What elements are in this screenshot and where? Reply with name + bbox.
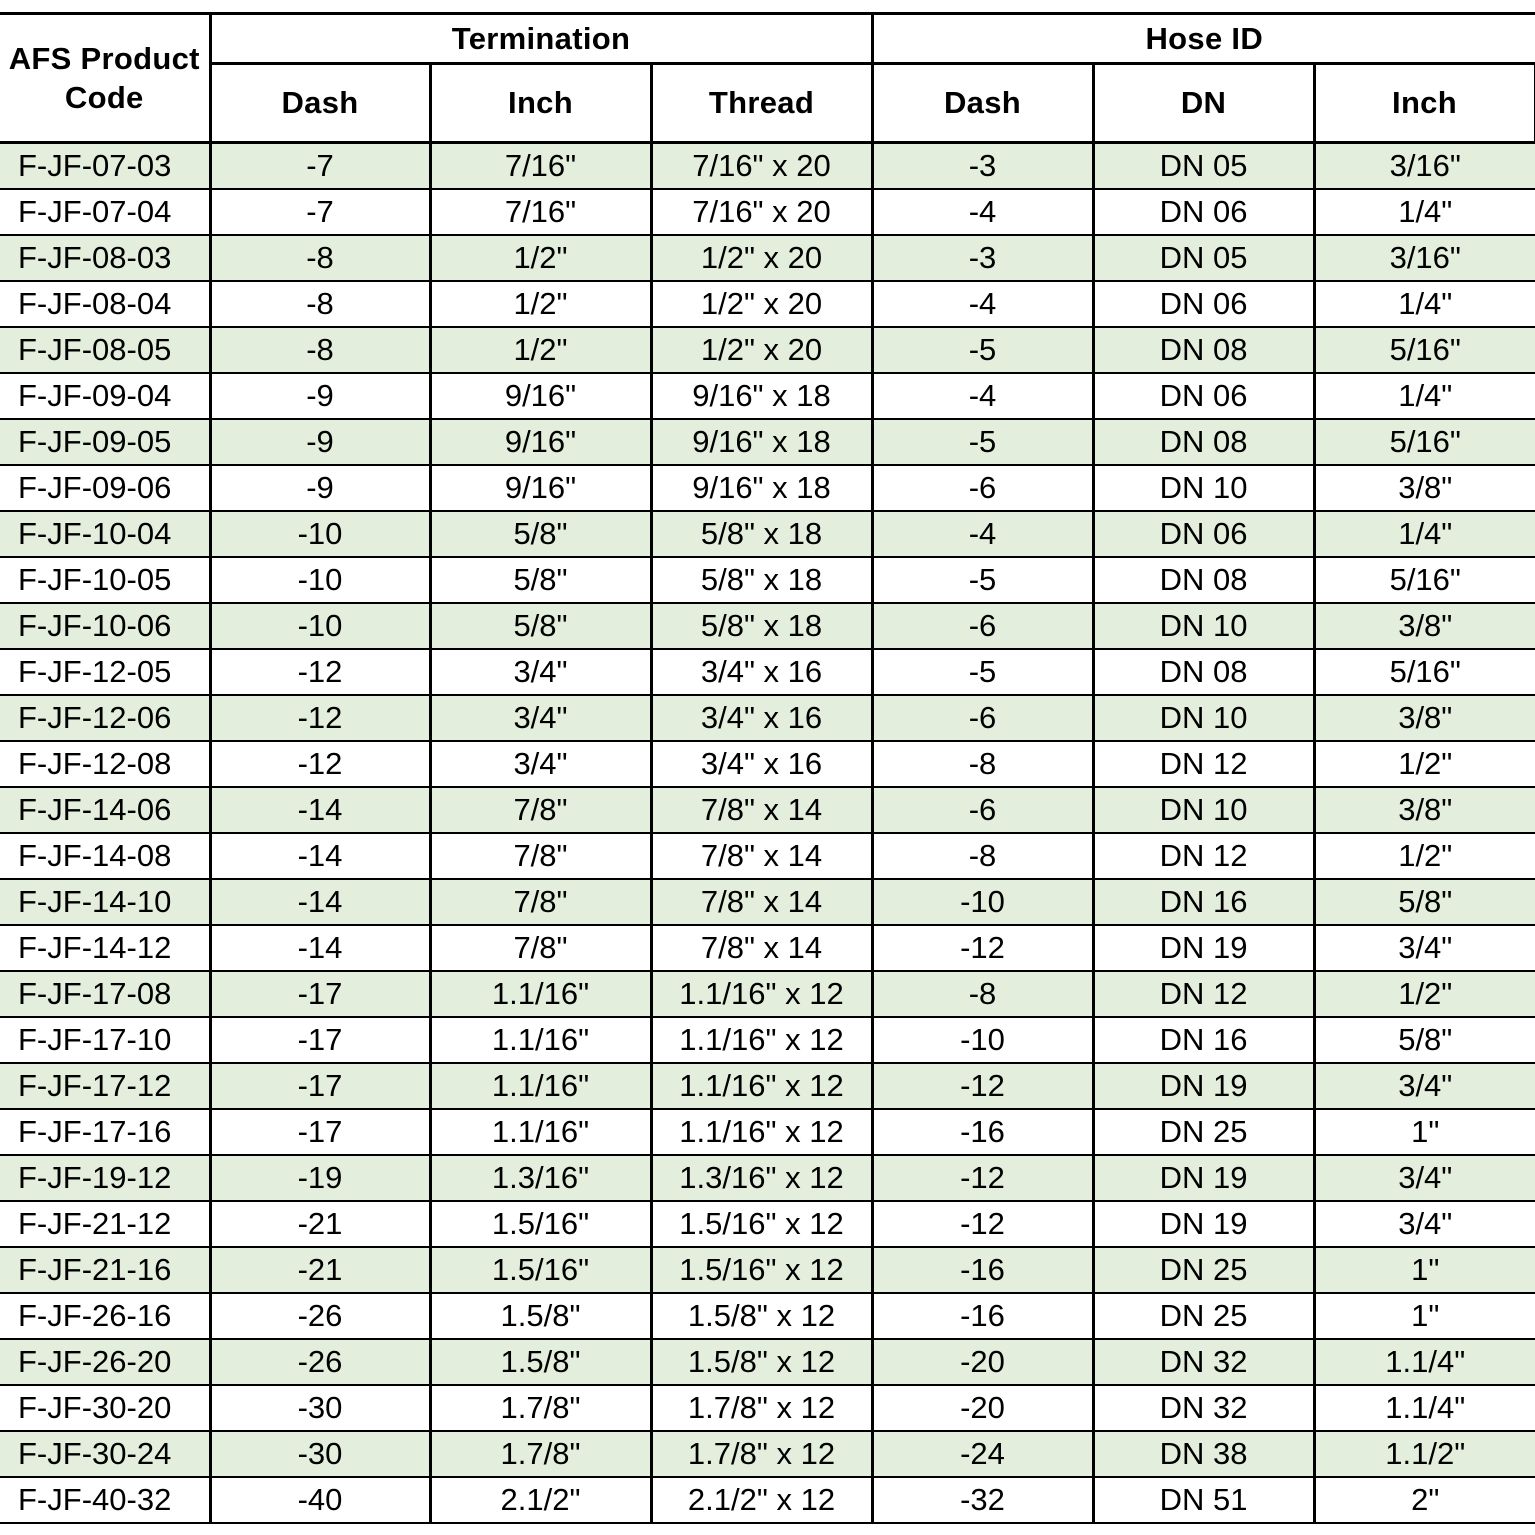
termination-inch-cell: 1.5/16" <box>430 1201 651 1247</box>
termination-inch-cell: 3/4" <box>430 649 651 695</box>
hose-inch-cell: 5/16" <box>1314 557 1535 603</box>
hose-inch-cell: 5/16" <box>1314 327 1535 373</box>
hose-dash-cell: -5 <box>872 327 1093 373</box>
hose-inch-cell: 1.1/2" <box>1314 1431 1535 1477</box>
termination-inch-cell: 5/8" <box>430 603 651 649</box>
table-row <box>0 1247 1535 1293</box>
table-row <box>0 925 1535 971</box>
termination-dash-cell: -7 <box>210 143 430 190</box>
header-group-row <box>0 14 1535 64</box>
hose-dash-cell: -32 <box>872 1477 1093 1523</box>
termination-thread-header: Thread <box>651 64 872 143</box>
termination-thread-cell: 5/8" x 18 <box>651 557 872 603</box>
table-row <box>0 189 1535 235</box>
termination-inch-cell: 1.7/8" <box>430 1431 651 1477</box>
termination-dash-cell: -40 <box>210 1477 430 1523</box>
termination-dash-cell: -17 <box>210 1017 430 1063</box>
hose-dn-cell: DN 32 <box>1093 1385 1314 1431</box>
hose-inch-cell: 1/4" <box>1314 373 1535 419</box>
termination-inch-cell: 1/2" <box>430 327 651 373</box>
hose-dash-cell: -16 <box>872 1109 1093 1155</box>
termination-dash-cell: -17 <box>210 1063 430 1109</box>
termination-inch-cell: 1/2" <box>430 235 651 281</box>
hose-dn-cell: DN 10 <box>1093 787 1314 833</box>
hose-dn-cell: DN 19 <box>1093 1201 1314 1247</box>
termination-inch-cell: 1.3/16" <box>430 1155 651 1201</box>
hose-id-group-header: Hose ID <box>872 14 1535 64</box>
hose-dn-cell: DN 06 <box>1093 373 1314 419</box>
hose-inch-cell: 3/16" <box>1314 235 1535 281</box>
termination-inch-cell: 1.1/16" <box>430 1017 651 1063</box>
product-code-cell: F-JF-09-06 <box>0 465 210 511</box>
product-code-cell: F-JF-07-03 <box>0 143 210 190</box>
hose-inch-cell: 1.1/4" <box>1314 1385 1535 1431</box>
hose-inch-cell: 2" <box>1314 1477 1535 1523</box>
hose-dash-cell: -20 <box>872 1339 1093 1385</box>
hose-dn-cell: DN 19 <box>1093 925 1314 971</box>
table-row <box>0 833 1535 879</box>
termination-thread-cell: 7/8" x 14 <box>651 879 872 925</box>
hose-dn-cell: DN 19 <box>1093 1155 1314 1201</box>
table-row <box>0 373 1535 419</box>
table-row <box>0 1063 1535 1109</box>
hose-inch-cell: 1" <box>1314 1109 1535 1155</box>
hose-inch-cell: 3/8" <box>1314 603 1535 649</box>
hose-dn-cell: DN 05 <box>1093 235 1314 281</box>
hose-inch-cell: 5/16" <box>1314 419 1535 465</box>
product-code-cell: F-JF-12-05 <box>0 649 210 695</box>
hose-inch-cell: 3/4" <box>1314 1201 1535 1247</box>
hose-dn-cell: DN 08 <box>1093 649 1314 695</box>
hose-inch-cell: 3/8" <box>1314 465 1535 511</box>
hose-inch-cell: 1" <box>1314 1247 1535 1293</box>
hose-dash-cell: -6 <box>872 603 1093 649</box>
termination-inch-cell: 2.1/2" <box>430 1477 651 1523</box>
termination-inch-cell: 1.5/16" <box>430 1247 651 1293</box>
product-code-cell: F-JF-17-10 <box>0 1017 210 1063</box>
table-row <box>0 1109 1535 1155</box>
table-row <box>0 649 1535 695</box>
hose-dash-cell: -6 <box>872 465 1093 511</box>
termination-inch-cell: 1.5/8" <box>430 1293 651 1339</box>
termination-dash-cell: -14 <box>210 879 430 925</box>
termination-thread-cell: 7/8" x 14 <box>651 787 872 833</box>
termination-inch-header: Inch <box>430 64 651 143</box>
hose-dash-cell: -8 <box>872 971 1093 1017</box>
header-column-row <box>0 64 1535 143</box>
hose-dash-cell: -12 <box>872 1155 1093 1201</box>
hose-inch-cell: 1/4" <box>1314 281 1535 327</box>
termination-thread-cell: 3/4" x 16 <box>651 741 872 787</box>
product-code-cell: F-JF-09-05 <box>0 419 210 465</box>
product-code-cell: F-JF-08-03 <box>0 235 210 281</box>
hose-dn-cell: DN 08 <box>1093 327 1314 373</box>
hose-dn-cell: DN 08 <box>1093 419 1314 465</box>
table-row <box>0 1201 1535 1247</box>
hose-inch-cell: 5/8" <box>1314 1017 1535 1063</box>
termination-dash-cell: -8 <box>210 281 430 327</box>
termination-dash-cell: -12 <box>210 741 430 787</box>
product-code-cell: F-JF-14-12 <box>0 925 210 971</box>
termination-dash-cell: -9 <box>210 465 430 511</box>
termination-thread-cell: 3/4" x 16 <box>651 695 872 741</box>
table-row <box>0 695 1535 741</box>
hose-dn-cell: DN 51 <box>1093 1477 1314 1523</box>
termination-inch-cell: 7/16" <box>430 189 651 235</box>
hose-dash-cell: -5 <box>872 649 1093 695</box>
termination-inch-cell: 9/16" <box>430 419 651 465</box>
table-row <box>0 1017 1535 1063</box>
hose-dn-cell: DN 10 <box>1093 465 1314 511</box>
product-code-cell: F-JF-17-16 <box>0 1109 210 1155</box>
termination-thread-cell: 7/8" x 14 <box>651 833 872 879</box>
product-code-cell: F-JF-10-05 <box>0 557 210 603</box>
hose-dn-cell: DN 16 <box>1093 879 1314 925</box>
hose-inch-cell: 1/4" <box>1314 511 1535 557</box>
termination-thread-cell: 1.5/8" x 12 <box>651 1293 872 1339</box>
product-code-cell: F-JF-07-04 <box>0 189 210 235</box>
product-code-cell: F-JF-26-16 <box>0 1293 210 1339</box>
termination-dash-cell: -30 <box>210 1431 430 1477</box>
hose-dn-cell: DN 06 <box>1093 511 1314 557</box>
table-row <box>0 787 1535 833</box>
product-code-header: AFS Product Code <box>0 14 210 143</box>
hose-dash-cell: -16 <box>872 1293 1093 1339</box>
termination-dash-cell: -17 <box>210 971 430 1017</box>
hose-inch-cell: 3/8" <box>1314 787 1535 833</box>
hose-dash-cell: -16 <box>872 1247 1093 1293</box>
product-code-cell: F-JF-12-06 <box>0 695 210 741</box>
hose-dn-cell: DN 06 <box>1093 281 1314 327</box>
hose-dn-cell: DN 06 <box>1093 189 1314 235</box>
termination-inch-cell: 3/4" <box>430 741 651 787</box>
hose-dn-cell: DN 32 <box>1093 1339 1314 1385</box>
hose-inch-cell: 3/4" <box>1314 1063 1535 1109</box>
table-row <box>0 1155 1535 1201</box>
table-row <box>0 419 1535 465</box>
table-row <box>0 971 1535 1017</box>
hose-dn-cell: DN 25 <box>1093 1293 1314 1339</box>
termination-thread-cell: 9/16" x 18 <box>651 373 872 419</box>
termination-dash-cell: -17 <box>210 1109 430 1155</box>
hose-dash-cell: -4 <box>872 281 1093 327</box>
hose-dash-cell: -3 <box>872 143 1093 190</box>
table-header <box>0 14 1535 143</box>
termination-inch-cell: 1.1/16" <box>430 1109 651 1155</box>
termination-inch-cell: 1.1/16" <box>430 1063 651 1109</box>
hose-dash-cell: -4 <box>872 189 1093 235</box>
hose-inch-cell: 3/8" <box>1314 695 1535 741</box>
hose-dash-cell: -10 <box>872 879 1093 925</box>
product-code-cell: F-JF-19-12 <box>0 1155 210 1201</box>
hose-inch-cell: 1/2" <box>1314 741 1535 787</box>
product-code-cell: F-JF-30-24 <box>0 1431 210 1477</box>
hose-dash-cell: -20 <box>872 1385 1093 1431</box>
termination-inch-cell: 7/8" <box>430 833 651 879</box>
hose-inch-cell: 1" <box>1314 1293 1535 1339</box>
table-row <box>0 1385 1535 1431</box>
termination-thread-cell: 1/2" x 20 <box>651 327 872 373</box>
termination-inch-cell: 5/8" <box>430 511 651 557</box>
hose-inch-cell: 5/8" <box>1314 879 1535 925</box>
hose-dash-cell: -5 <box>872 557 1093 603</box>
table-row <box>0 281 1535 327</box>
hose-inch-cell: 5/16" <box>1314 649 1535 695</box>
termination-thread-cell: 2.1/2" x 12 <box>651 1477 872 1523</box>
hose-dash-cell: -3 <box>872 235 1093 281</box>
termination-inch-cell: 7/8" <box>430 787 651 833</box>
hose-inch-header: Inch <box>1314 64 1535 143</box>
hose-dn-cell: DN 10 <box>1093 695 1314 741</box>
hose-dash-cell: -10 <box>872 1017 1093 1063</box>
hose-inch-cell: 1/2" <box>1314 971 1535 1017</box>
termination-dash-cell: -26 <box>210 1339 430 1385</box>
hose-inch-cell: 3/4" <box>1314 1155 1535 1201</box>
product-code-cell: F-JF-40-32 <box>0 1477 210 1523</box>
table-row <box>0 1477 1535 1523</box>
termination-dash-cell: -9 <box>210 373 430 419</box>
table-row <box>0 1339 1535 1385</box>
hose-dash-cell: -8 <box>872 833 1093 879</box>
hose-dash-cell: -5 <box>872 419 1093 465</box>
hose-fitting-spec-table <box>0 12 1535 1524</box>
termination-inch-cell: 9/16" <box>430 465 651 511</box>
table-row <box>0 1293 1535 1339</box>
table-row <box>0 511 1535 557</box>
termination-inch-cell: 1/2" <box>430 281 651 327</box>
hose-inch-cell: 1/4" <box>1314 189 1535 235</box>
termination-thread-cell: 1.1/16" x 12 <box>651 1063 872 1109</box>
termination-dash-cell: -12 <box>210 649 430 695</box>
termination-inch-cell: 1.7/8" <box>430 1385 651 1431</box>
table-row <box>0 465 1535 511</box>
termination-dash-cell: -10 <box>210 557 430 603</box>
hose-dn-cell: DN 10 <box>1093 603 1314 649</box>
hose-dn-cell: DN 19 <box>1093 1063 1314 1109</box>
termination-dash-cell: -10 <box>210 603 430 649</box>
termination-thread-cell: 7/8" x 14 <box>651 925 872 971</box>
product-code-cell: F-JF-14-06 <box>0 787 210 833</box>
termination-thread-cell: 1.1/16" x 12 <box>651 1109 872 1155</box>
termination-thread-cell: 7/16" x 20 <box>651 143 872 190</box>
termination-thread-cell: 9/16" x 18 <box>651 465 872 511</box>
hose-dash-cell: -12 <box>872 1063 1093 1109</box>
product-code-cell: F-JF-08-05 <box>0 327 210 373</box>
table-row <box>0 603 1535 649</box>
termination-dash-cell: -12 <box>210 695 430 741</box>
product-code-cell: F-JF-21-16 <box>0 1247 210 1293</box>
termination-inch-cell: 7/8" <box>430 879 651 925</box>
product-code-cell: F-JF-17-12 <box>0 1063 210 1109</box>
spec-table-container <box>0 12 1535 1524</box>
termination-dash-cell: -8 <box>210 327 430 373</box>
product-code-cell: F-JF-10-04 <box>0 511 210 557</box>
termination-dash-cell: -9 <box>210 419 430 465</box>
hose-dash-cell: -4 <box>872 511 1093 557</box>
product-code-cell: F-JF-09-04 <box>0 373 210 419</box>
product-code-cell: F-JF-14-08 <box>0 833 210 879</box>
termination-inch-cell: 9/16" <box>430 373 651 419</box>
hose-dn-cell: DN 12 <box>1093 741 1314 787</box>
termination-thread-cell: 1.3/16" x 12 <box>651 1155 872 1201</box>
termination-thread-cell: 1.1/16" x 12 <box>651 971 872 1017</box>
hose-dn-cell: DN 38 <box>1093 1431 1314 1477</box>
termination-dash-cell: -14 <box>210 925 430 971</box>
product-code-cell: F-JF-10-06 <box>0 603 210 649</box>
termination-thread-cell: 9/16" x 18 <box>651 419 872 465</box>
termination-inch-cell: 3/4" <box>430 695 651 741</box>
termination-thread-cell: 5/8" x 18 <box>651 511 872 557</box>
table-body <box>0 143 1535 1524</box>
termination-thread-cell: 3/4" x 16 <box>651 649 872 695</box>
termination-thread-cell: 7/16" x 20 <box>651 189 872 235</box>
termination-thread-cell: 1/2" x 20 <box>651 281 872 327</box>
hose-inch-cell: 3/16" <box>1314 143 1535 190</box>
termination-inch-cell: 1.1/16" <box>430 971 651 1017</box>
product-code-cell: F-JF-12-08 <box>0 741 210 787</box>
termination-dash-cell: -19 <box>210 1155 430 1201</box>
table-row <box>0 327 1535 373</box>
termination-thread-cell: 1.7/8" x 12 <box>651 1431 872 1477</box>
termination-dash-cell: -21 <box>210 1247 430 1293</box>
table-row <box>0 741 1535 787</box>
hose-inch-cell: 1/2" <box>1314 833 1535 879</box>
termination-thread-cell: 1.5/16" x 12 <box>651 1247 872 1293</box>
termination-dash-cell: -14 <box>210 833 430 879</box>
termination-thread-cell: 1/2" x 20 <box>651 235 872 281</box>
hose-dn-cell: DN 12 <box>1093 833 1314 879</box>
hose-dash-cell: -12 <box>872 925 1093 971</box>
product-code-cell: F-JF-30-20 <box>0 1385 210 1431</box>
termination-thread-cell: 1.5/8" x 12 <box>651 1339 872 1385</box>
termination-dash-cell: -8 <box>210 235 430 281</box>
termination-dash-cell: -7 <box>210 189 430 235</box>
table-row <box>0 143 1535 190</box>
termination-inch-cell: 5/8" <box>430 557 651 603</box>
hose-dn-cell: DN 12 <box>1093 971 1314 1017</box>
product-code-cell: F-JF-26-20 <box>0 1339 210 1385</box>
termination-group-header: Termination <box>210 14 872 64</box>
hose-dash-cell: -6 <box>872 695 1093 741</box>
table-row <box>0 557 1535 603</box>
hose-dn-cell: DN 16 <box>1093 1017 1314 1063</box>
table-row <box>0 235 1535 281</box>
hose-dash-cell: -6 <box>872 787 1093 833</box>
hose-inch-cell: 3/4" <box>1314 925 1535 971</box>
termination-thread-cell: 1.1/16" x 12 <box>651 1017 872 1063</box>
hose-dash-header: Dash <box>872 64 1093 143</box>
termination-dash-header: Dash <box>210 64 430 143</box>
hose-dn-cell: DN 25 <box>1093 1247 1314 1293</box>
termination-thread-cell: 1.7/8" x 12 <box>651 1385 872 1431</box>
hose-dash-cell: -4 <box>872 373 1093 419</box>
termination-inch-cell: 7/8" <box>430 925 651 971</box>
hose-dash-cell: -24 <box>872 1431 1093 1477</box>
table-row <box>0 879 1535 925</box>
termination-dash-cell: -30 <box>210 1385 430 1431</box>
hose-inch-cell: 1.1/4" <box>1314 1339 1535 1385</box>
termination-inch-cell: 7/16" <box>430 143 651 190</box>
termination-dash-cell: -21 <box>210 1201 430 1247</box>
termination-dash-cell: -26 <box>210 1293 430 1339</box>
termination-thread-cell: 5/8" x 18 <box>651 603 872 649</box>
product-code-cell: F-JF-14-10 <box>0 879 210 925</box>
product-code-cell: F-JF-21-12 <box>0 1201 210 1247</box>
termination-dash-cell: -10 <box>210 511 430 557</box>
product-code-cell: F-JF-17-08 <box>0 971 210 1017</box>
hose-dn-cell: DN 05 <box>1093 143 1314 190</box>
hose-dn-cell: DN 25 <box>1093 1109 1314 1155</box>
termination-thread-cell: 1.5/16" x 12 <box>651 1201 872 1247</box>
hose-dn-header: DN <box>1093 64 1314 143</box>
termination-inch-cell: 1.5/8" <box>430 1339 651 1385</box>
table-row <box>0 1431 1535 1477</box>
hose-dash-cell: -8 <box>872 741 1093 787</box>
termination-dash-cell: -14 <box>210 787 430 833</box>
hose-dn-cell: DN 08 <box>1093 557 1314 603</box>
hose-dash-cell: -12 <box>872 1201 1093 1247</box>
product-code-cell: F-JF-08-04 <box>0 281 210 327</box>
